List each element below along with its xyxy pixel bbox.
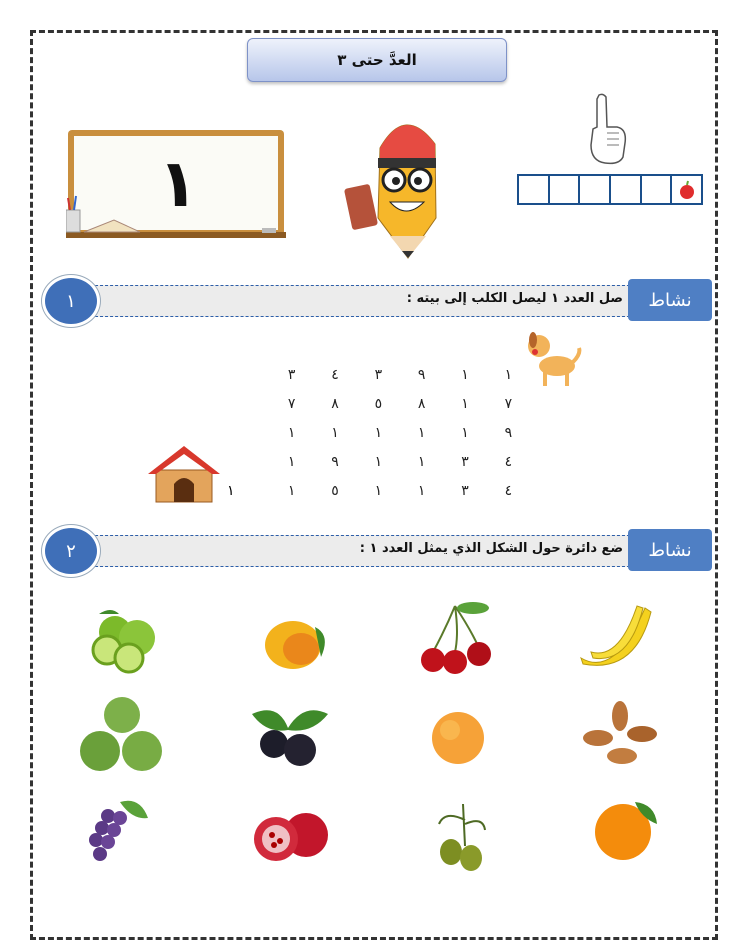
activity-2-label xyxy=(628,529,712,571)
activity-2-number-badge xyxy=(42,525,100,577)
apricot-icon xyxy=(418,698,500,776)
grid-cell[interactable]: ٥ xyxy=(331,483,339,499)
blackberries-icon xyxy=(248,700,330,778)
count-box[interactable] xyxy=(578,174,611,205)
count-box[interactable] xyxy=(548,174,581,205)
grid-cell[interactable]: ٨ xyxy=(417,396,426,412)
grid-cell[interactable]: ١ xyxy=(417,483,426,499)
grid-cell[interactable]: ١ xyxy=(461,425,469,441)
banana-icon xyxy=(575,598,657,676)
grid-cell[interactable]: ٩ xyxy=(331,454,339,470)
grid-cell-extra[interactable]: ١ xyxy=(227,483,235,499)
grid-cell[interactable]: ٥ xyxy=(374,396,383,412)
one-finger-hand-icon xyxy=(585,93,630,165)
chalkboard-illustration xyxy=(66,128,286,240)
grid-row xyxy=(270,396,530,425)
grid-row xyxy=(270,454,530,483)
grid-row xyxy=(270,367,530,396)
orange-icon xyxy=(585,790,667,868)
count-box[interactable] xyxy=(640,174,673,205)
pencil-mascot-illustration xyxy=(340,108,470,260)
activity-1-number-badge xyxy=(42,275,100,327)
grid-cell[interactable]: ١ xyxy=(374,425,383,441)
cabbages-icon xyxy=(80,695,162,773)
grid-cell[interactable]: ٣ xyxy=(461,454,469,470)
grid-cell[interactable]: ١ xyxy=(461,396,469,412)
grid-cell[interactable]: ١ xyxy=(417,425,426,441)
grid-cell[interactable]: ٩ xyxy=(504,425,513,441)
grid-cell[interactable]: ٩ xyxy=(417,367,426,383)
grid-cell[interactable]: ٧ xyxy=(504,396,513,412)
grid-cell[interactable]: ٤ xyxy=(504,454,513,470)
activity-1-bar xyxy=(90,285,635,317)
grid-cell[interactable]: ٧ xyxy=(287,396,296,412)
olives-icon xyxy=(425,800,507,878)
dog-illustration xyxy=(525,326,583,388)
grid-cell[interactable]: ٣ xyxy=(461,483,469,499)
activity-1-number: ١ xyxy=(66,290,76,312)
mango-icon xyxy=(255,605,337,683)
number-maze-grid xyxy=(270,367,530,512)
cherries-icon xyxy=(415,600,497,678)
grid-cell[interactable]: ١ xyxy=(287,425,296,441)
grid-row xyxy=(270,425,530,454)
limes-icon xyxy=(85,602,167,680)
activity-2-bar xyxy=(90,535,635,567)
title-text: العدَّ حتى ٣ xyxy=(337,51,417,69)
activity-2-label-text: نشاط xyxy=(648,539,692,561)
activity-2-number: ٢ xyxy=(66,540,76,562)
grid-cell[interactable]: ٤ xyxy=(331,367,339,383)
activity-2-instruction: ضع دائرة حول الشكل الذي يمثل العدد ١ : xyxy=(359,541,623,556)
counting-boxes xyxy=(517,174,703,205)
grid-cell[interactable]: ٨ xyxy=(331,396,339,412)
page-title xyxy=(247,38,507,82)
activity-1-label xyxy=(628,279,712,321)
grid-cell[interactable]: ١ xyxy=(504,367,513,383)
grid-cell[interactable]: ١ xyxy=(374,483,383,499)
grid-cell[interactable]: ١ xyxy=(331,425,339,441)
grid-cell[interactable]: ١ xyxy=(461,367,469,383)
count-box[interactable] xyxy=(609,174,642,205)
grid-cell[interactable]: ١ xyxy=(287,454,296,470)
count-box[interactable] xyxy=(517,174,550,205)
grid-cell[interactable]: ١ xyxy=(287,483,296,499)
grid-cell[interactable]: ٣ xyxy=(287,367,296,383)
apple-icon xyxy=(677,180,697,200)
almonds-icon xyxy=(580,698,662,776)
dog-house-illustration xyxy=(148,444,220,504)
grid-cell[interactable]: ٣ xyxy=(374,367,383,383)
activity-1-label-text: نشاط xyxy=(648,289,692,311)
grid-row xyxy=(270,483,530,512)
activity-1-instruction: صل العدد ١ ليصل الكلب إلى بيته : xyxy=(406,291,623,306)
grid-cell[interactable]: ١ xyxy=(417,454,426,470)
grid-cell[interactable]: ٤ xyxy=(504,483,513,499)
grapes-icon xyxy=(70,792,152,870)
board-number: ١ xyxy=(157,145,199,222)
count-box-apple[interactable] xyxy=(670,174,703,205)
grid-cell[interactable]: ١ xyxy=(374,454,383,470)
pomegranate-icon xyxy=(248,795,330,873)
